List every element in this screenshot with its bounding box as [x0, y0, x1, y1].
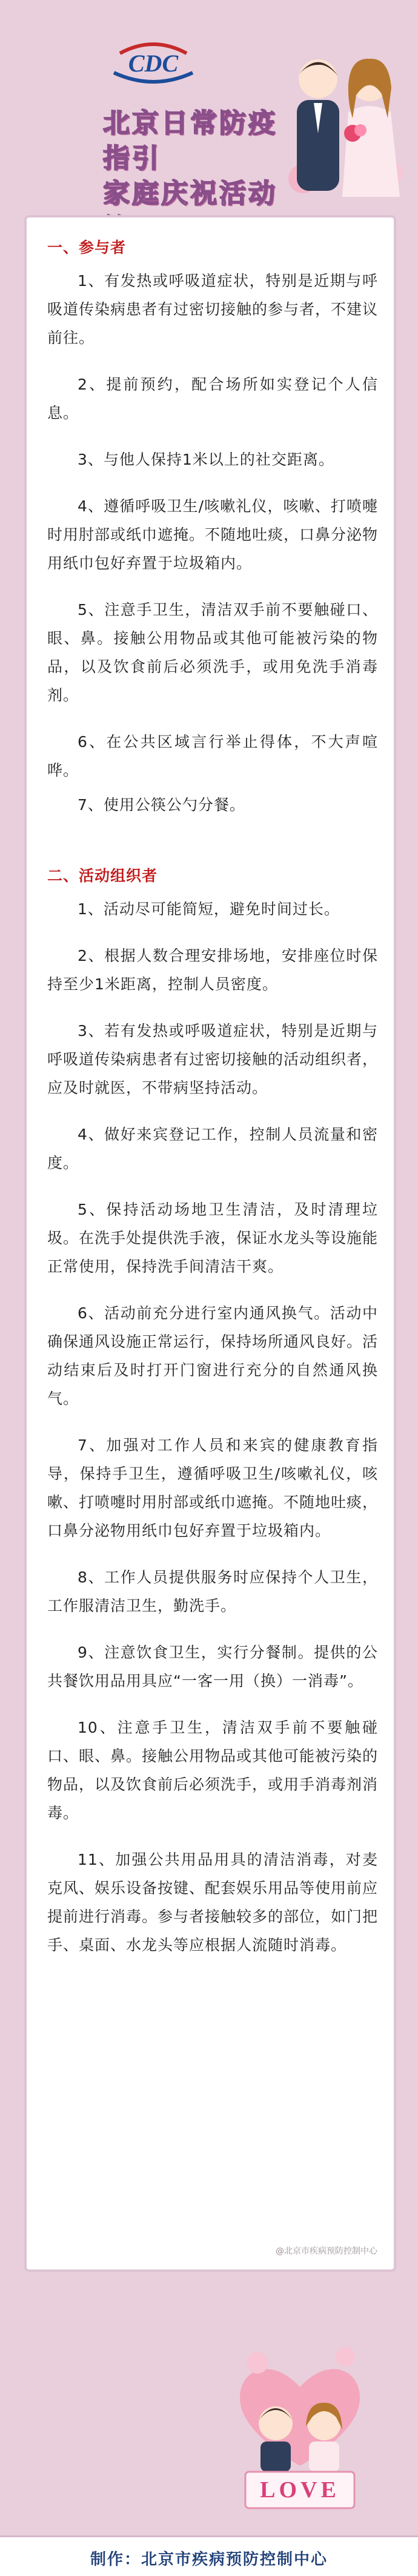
list-item: 1、有发热或呼吸道症状，特别是近期与呼吸道传染病患者有过密切接触的参与者，不建议前往。 [47, 272, 379, 347]
wedding-couple-illustration [285, 27, 406, 203]
list-item: 4、做好来宾登记工作，控制人员流量和密度。 [47, 1126, 378, 1172]
list-item: 6、活动前充分进行室内通风换气。活动中确保通风设施正常运行，保持场所通风良好。活动结束后及时打开门窗进行充分的自然通风换气。 [47, 1304, 379, 1407]
list-item: 7、使用公筷公勺分餐。 [78, 796, 245, 814]
guide-content [47, 233, 378, 1959]
list-item: 5、注意手卫生，清洁双手前不要触碰口、眼、鼻。接触公用物品或其他可能被污染的物品，以及饮食前后必须洗手，或用免洗手消毒剂。 [47, 601, 378, 704]
page-title: 北京日常防疫指引 [103, 108, 277, 174]
love-couple-illustration [230, 2339, 370, 2526]
svg-text:LOVE: LOVE [260, 2477, 340, 2503]
page-subtitle: 家庭庆祝活动 [103, 178, 277, 209]
footer-credit: 制作：北京市疾病预防控制中心 [90, 2551, 328, 2569]
list-item: 7、加强对工作人员和来宾的健康教育指导，保持手卫生，遵循呼吸卫生/咳嗽礼仪，咳嗽、打喷嚏时用肘部或纸巾遮掩。不随地吐痰，口鼻分泌物用纸巾包好弃置于垃圾箱内。 [47, 1436, 379, 1539]
list-item: 4、遵循呼吸卫生/咳嗽礼仪，咳嗽、打喷嚏时用肘部或纸巾遮掩。不随地吐痰，口鼻分泌物用纸巾包好弃置于垃圾箱内。 [47, 497, 379, 572]
header [0, 0, 418, 209]
list-item: 1、活动尽可能简短，避免时间过长。 [78, 900, 340, 918]
list-item: 11、加强公共用品用具的清洁消毒，对麦克风、娱乐设备按键、配套娱乐用品等使用前应提前进行消毒。参与者接触较多的部位，如门把手、桌面、水龙头等应根据人流随时消毒。 [47, 1851, 379, 1954]
list-item: 3、若有发热或呼吸道症状，特别是近期与呼吸道传染病患者有过密切接触的活动组织者，应及时就医，不带病坚持活动。 [47, 1022, 379, 1097]
watermark: @北京市疾病预防控制中心 [276, 2246, 377, 2256]
list-item: 3、与他人保持1米以上的社交距离。 [78, 451, 334, 468]
section-title-organizers: 二、活动组织者 [47, 867, 158, 885]
guide-card [24, 215, 396, 2272]
list-item: 5、保持活动场地卫生清洁，及时清理垃圾。在洗手处提供洗手液，保证水龙头等设施能正常使用，保持洗手间清洁干爽。 [47, 1201, 379, 1275]
cdc-logo [108, 35, 199, 90]
list-item: 9、注意饮食卫生，实行分餐制。提供的公共餐饮用品用具应“一客一用（换）一消毒”。 [47, 1644, 378, 1690]
list-item: 8、工作人员提供服务时应保持个人卫生，工作服清洁卫生，勤洗手。 [47, 1569, 378, 1615]
list-item: 6、在公共区域言行举止得体，不大声喧哗。 [47, 733, 378, 779]
list-item: 2、根据人数合理安排场地，安排座位时保持至少1米距离，控制人员密度。 [47, 947, 378, 993]
section-title-participants: 一、参与者 [47, 239, 127, 256]
svg-text:CDC: CDC [128, 50, 179, 77]
list-item: 2、提前预约，配合场所如实登记个人信息。 [47, 376, 378, 422]
footer-bar [0, 2535, 418, 2576]
list-item: 10、注意手卫生，清洁双手前不要触碰口、眼、鼻。接触公用物品或其他可能被污染的物品，以及饮食前后必须洗手，或用手消毒剂消毒。 [47, 1719, 379, 1822]
